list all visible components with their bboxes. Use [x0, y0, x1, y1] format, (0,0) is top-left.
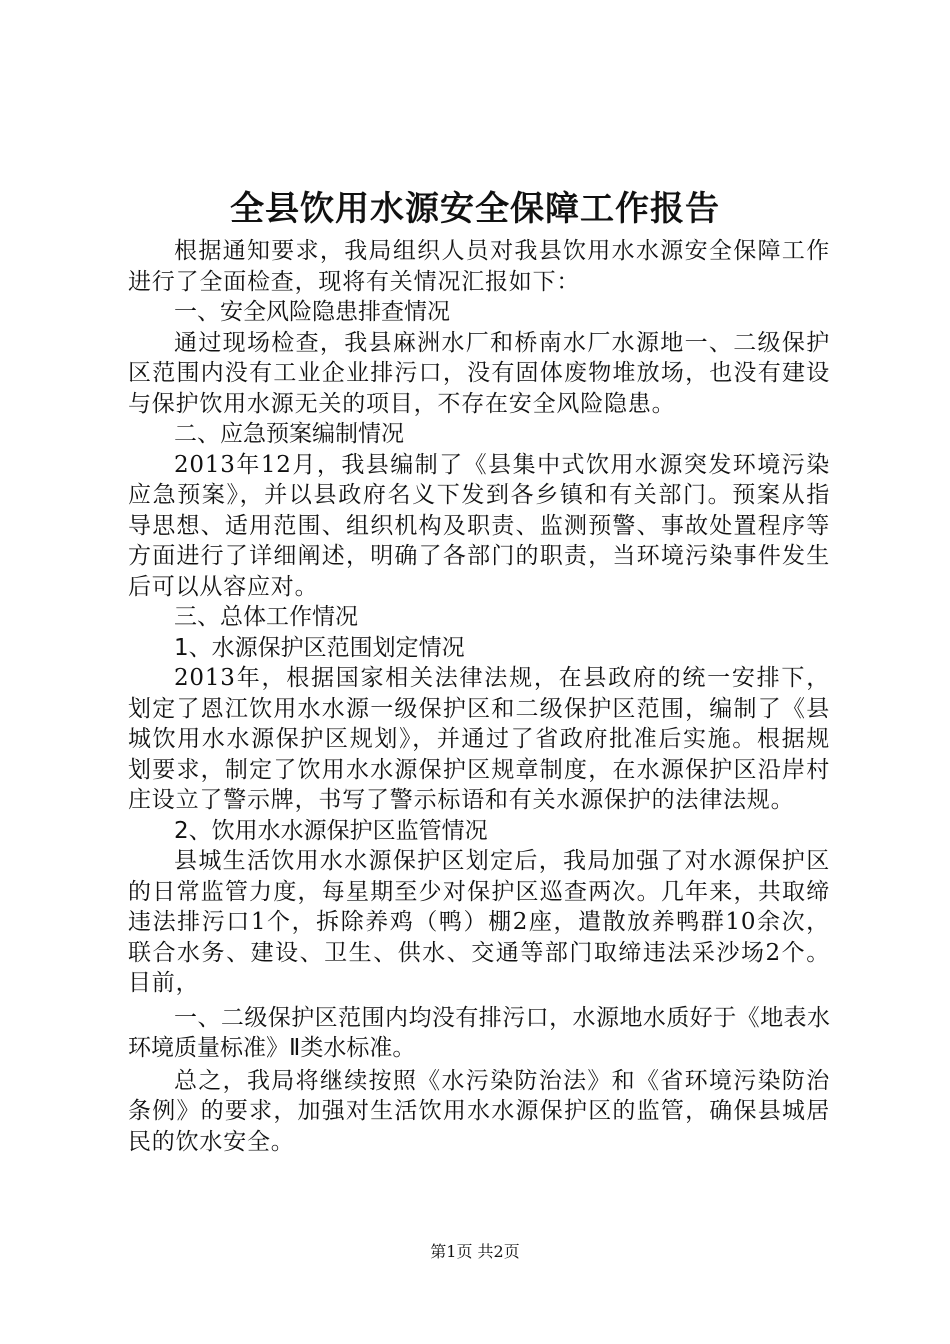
subsection1-paragraph: 2013年，根据国家相关法律法规，在县政府的统一安排下，划定了恩江饮用水水源一级保护区和二级保护区范围，编制了《县城饮用水水源保护区规划》，并通过了省政府批准后实施。根据规划要求，制定了饮用水水源保护区规章制度，在水源保护区沿岸村庄设立了警示牌，书写了警示标语和有关水源保护的法律法规。	[128, 665, 830, 813]
document-body	[128, 236, 830, 1157]
conclusion-paragraph: 总之，我局将继续按照《水污染防治法》和《省环境污染防治条例》的要求，加强对生活饮用水水源保护区的监管，确保县城居民的饮水安全。	[128, 1067, 830, 1155]
section3-heading: 三、总体工作情况	[174, 604, 358, 630]
document-title: 全县饮用水源安全保障工作报告	[230, 189, 720, 229]
section2-heading: 二、应急预案编制情况	[174, 421, 404, 447]
section1-paragraph: 通过现场检查，我县麻洲水厂和桥南水厂水源地一、二级保护区范围内没有工业企业排污口，没有固体废物堆放场，也没有建设与保护饮用水源无关的项目，不存在安全风险隐患。	[128, 329, 830, 417]
section2-paragraph: 2013年12月，我县编制了《县集中式饮用水源突发环境污染应急预案》，并以县政府名义下发到各乡镇和有关部门。预案从指导思想、适用范围、组织机构及职责、监测预警、事故处置程序等方面进行了详细阐述，明确了各部门的职责，当环境污染事件发生后可以从容应对。	[128, 451, 830, 600]
water-quality-paragraph: 一、二级保护区范围内均没有排污口，水源地水质好于《地表水环境质量标准》Ⅱ类水标准。	[128, 1004, 830, 1061]
subsection1-heading: 1、水源保护区范围划定情况	[174, 634, 465, 661]
subsection2-heading: 2、饮用水水源保护区监管情况	[174, 817, 488, 844]
page-footer: 第1页 共2页	[430, 1242, 520, 1261]
intro-paragraph: 根据通知要求，我局组织人员对我县饮用水水源安全保障工作进行了全面检查，现将有关情况汇报如下：	[128, 238, 830, 295]
subsection2-paragraph: 县城生活饮用水水源保护区划定后，我局加强了对水源保护区的日常监管力度，每星期至少对保护区巡查两次。几年来，共取缔违法排污口1个，拆除养鸡（鸭）棚2座，遣散放养鸭群10余次，联合水务、建设、卫生、供水、交通等部门取缔违法采沙场2个。目前，	[128, 848, 830, 996]
section1-heading: 一、安全风险隐患排查情况	[174, 299, 450, 325]
